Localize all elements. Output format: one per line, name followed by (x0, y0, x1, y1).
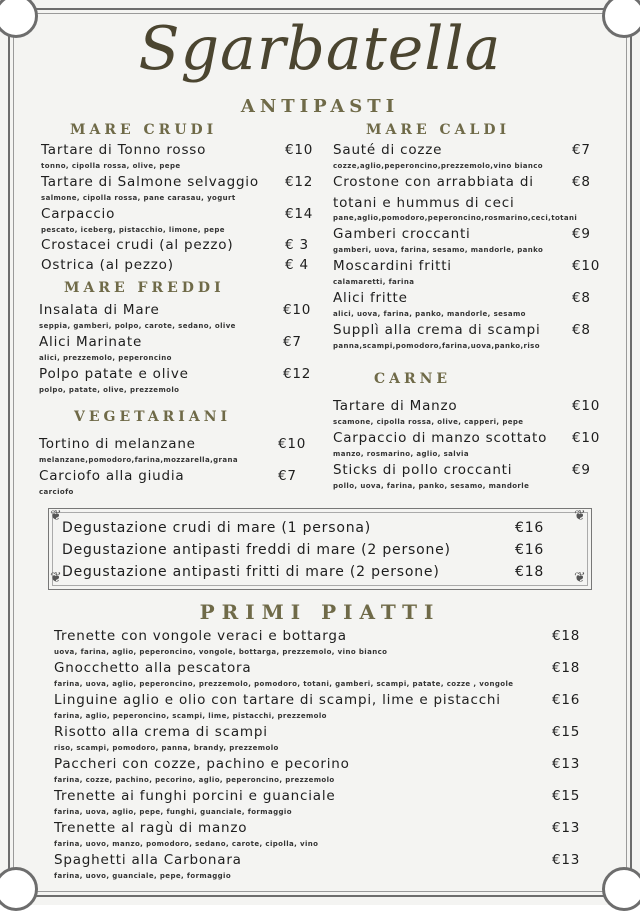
menu-item-name: Supplì alla crema di scampi (333, 322, 541, 338)
menu-item-name: Tartare di Salmone selvaggio (41, 174, 259, 190)
menu-item-price: €7 (283, 334, 302, 350)
menu-item-name-line2: totani e hummus di ceci (333, 195, 515, 211)
degustazione-price: €16 (515, 520, 545, 536)
menu-item-price: €13 (552, 852, 581, 868)
menu-item-desc: uova, farina, aglio, peperoncino, vongole, bottarga, prezzemolo, vino bianco (54, 648, 388, 656)
menu-item-price: €10 (283, 302, 312, 318)
menu-item-price: €16 (552, 692, 581, 708)
degustazione-name: Degustazione antipasti fritti di mare (2 persone) (62, 564, 440, 580)
menu-item-price: € 4 (285, 257, 309, 273)
menu-item-price: €9 (572, 226, 591, 242)
menu-item-name: Tortino di melanzane (39, 436, 196, 452)
menu-item-desc: riso, scampi, pomodoro, panna, brandy, prezzemolo (54, 744, 279, 752)
menu-item-desc: polpo, patate, olive, prezzemolo (39, 386, 180, 394)
menu-item-name: Sauté di cozze (333, 142, 443, 158)
primi-heading: PRIMI PIATTI (199, 600, 441, 624)
menu-item-price: €12 (285, 174, 314, 190)
degustazione-name: Degustazione antipasti freddi di mare (2 persone) (62, 542, 451, 558)
menu-item-desc: pollo, uova, farina, panko, sesamo, mandorle (333, 482, 530, 490)
menu-item-desc: melanzane,pomodoro,farina,mozzarella,grana (39, 456, 239, 464)
vegetariani-heading: VEGETARIANI (74, 409, 232, 425)
mare-crudi-heading: MARE CRUDI (70, 122, 218, 138)
menu-item-price: €14 (285, 206, 314, 222)
menu-item-desc: farina, uova, aglio, peperoncino, prezzemolo, pomodoro, totani, gamberi, scampi, patate, cozze , vongole (54, 680, 514, 688)
menu-item-desc: farina, cozze, pachino, pecorino, aglio, peperoncino, prezzemolo (54, 776, 335, 784)
menu-item-desc: manzo, rosmarino, aglio, salvia (333, 450, 469, 458)
mare-freddi-heading: MARE FREDDI (64, 280, 225, 296)
menu-item-price: €10 (572, 430, 601, 446)
menu-item-name: Polpo patate e olive (39, 366, 189, 382)
menu-item-name: Trenette al ragù di manzo (54, 820, 248, 836)
menu-item-price: €10 (572, 398, 601, 414)
menu-item-name: Carciofo alla giudia (39, 468, 185, 484)
menu-item-name: Alici fritte (333, 290, 408, 306)
menu-item-price: €7 (572, 142, 591, 158)
menu-item-name: Spaghetti alla Carbonara (54, 852, 242, 868)
menu-item-price: €13 (552, 820, 581, 836)
degustazione-price: €16 (515, 542, 545, 558)
menu-item-name: Paccheri con cozze, pachino e pecorino (54, 756, 350, 772)
menu-item-price: €7 (278, 468, 297, 484)
menu-item-desc: gamberi, uova, farina, sesamo, mandorle, panko (333, 246, 544, 254)
menu-item-desc: carciofo (39, 488, 74, 496)
swirl-ornament: ❦ (50, 508, 62, 524)
menu-item-price: €10 (572, 258, 601, 274)
menu-item-price: €18 (552, 660, 581, 676)
swirl-ornament: ❦ (574, 508, 586, 524)
carne-heading: CARNE (374, 371, 452, 387)
menu-item-desc: pescato, iceberg, pistacchio, limone, pepe (41, 226, 225, 234)
menu-item-price: €8 (572, 174, 591, 190)
menu-item-name: Trenette ai funghi porcini e guanciale (54, 788, 336, 804)
menu-item-desc: farina, uova, aglio, pepe, funghi, guanciale, formaggio (54, 808, 292, 816)
menu-item-name: Crostone con arrabbiata di (333, 174, 534, 190)
swirl-ornament: ❦ (50, 570, 62, 586)
menu-item-name: Trenette con vongole veraci e bottarga (54, 628, 347, 644)
menu-item-price: €10 (278, 436, 307, 452)
menu-item-desc: seppia, gamberi, polpo, carote, sedano, olive (39, 322, 236, 330)
menu-item-name: Sticks di pollo croccanti (333, 462, 513, 478)
menu-item-price: €9 (572, 462, 591, 478)
menu-item-desc: cozze,aglio,peperoncino,prezzemolo,vino bianco (333, 162, 544, 170)
menu-item-desc: alici, prezzemolo, peperoncino (39, 354, 172, 362)
menu-item-desc: pane,aglio,pomodoro,peperoncino,rosmarino,ceci,totani (333, 214, 578, 222)
menu-item-desc: alici, uova, farina, panko, mandorle, sesamo (333, 310, 526, 318)
menu-item-name: Tartare di Manzo (333, 398, 458, 414)
menu-item-name: Tartare di Tonno rosso (41, 142, 207, 158)
menu-item-name: Carpaccio (41, 206, 116, 222)
menu-item-name: Ostrica (al pezzo) (41, 257, 174, 273)
degustazione-name: Degustazione crudi di mare (1 persona) (62, 520, 372, 536)
menu-item-price: € 3 (285, 237, 309, 253)
menu-item-name: Moscardini fritti (333, 258, 452, 274)
swirl-ornament: ❦ (574, 570, 586, 586)
mare-caldi-heading: MARE CALDI (366, 122, 511, 138)
menu-item-desc: farina, uovo, manzo, pomodoro, sedano, carote, cipolla, vino (54, 840, 319, 848)
menu-item-desc: tonno, cipolla rossa, olive, pepe (41, 162, 181, 170)
menu-item-name: Gamberi croccanti (333, 226, 471, 242)
menu-item-desc: farina, uovo, guanciale, pepe, formaggio (54, 872, 232, 880)
menu-item-desc: calamaretti, farina (333, 278, 415, 286)
menu-item-price: €8 (572, 322, 591, 338)
menu-item-price: €15 (552, 724, 581, 740)
menu-item-desc: farina, aglio, peperoncino, scampi, lime, pistacchi, prezzemolo (54, 712, 327, 720)
corner-ornament (0, 867, 38, 911)
menu-item-name: Gnocchetto alla pescatora (54, 660, 252, 676)
degustazione-price: €18 (515, 564, 545, 580)
menu-item-price: €13 (552, 756, 581, 772)
menu-item-name: Alici Marinate (39, 334, 143, 350)
menu-item-name: Crostacei crudi (al pezzo) (41, 237, 234, 253)
menu-item-desc: scamone, cipolla rossa, olive, capperi, pepe (333, 418, 524, 426)
menu-item-price: €10 (285, 142, 314, 158)
antipasti-heading: ANTIPASTI (240, 96, 400, 117)
menu-item-name: Carpaccio di manzo scottato (333, 430, 548, 446)
restaurant-title: Sgarbatella (138, 14, 502, 84)
menu-item-price: €12 (283, 366, 312, 382)
menu-item-desc: panna,scampi,pomodoro,farina,uova,panko,riso (333, 342, 540, 350)
menu-item-price: €18 (552, 628, 581, 644)
menu-item-price: €8 (572, 290, 591, 306)
corner-ornament (602, 867, 640, 911)
menu-item-name: Insalata di Mare (39, 302, 160, 318)
menu-item-price: €15 (552, 788, 581, 804)
menu-item-name: Linguine aglio e olio con tartare di scampi, lime e pistacchi (54, 692, 501, 708)
menu-item-name: Risotto alla crema di scampi (54, 724, 268, 740)
menu-item-desc: salmone, cipolla rossa, pane carasau, yogurt (41, 194, 236, 202)
